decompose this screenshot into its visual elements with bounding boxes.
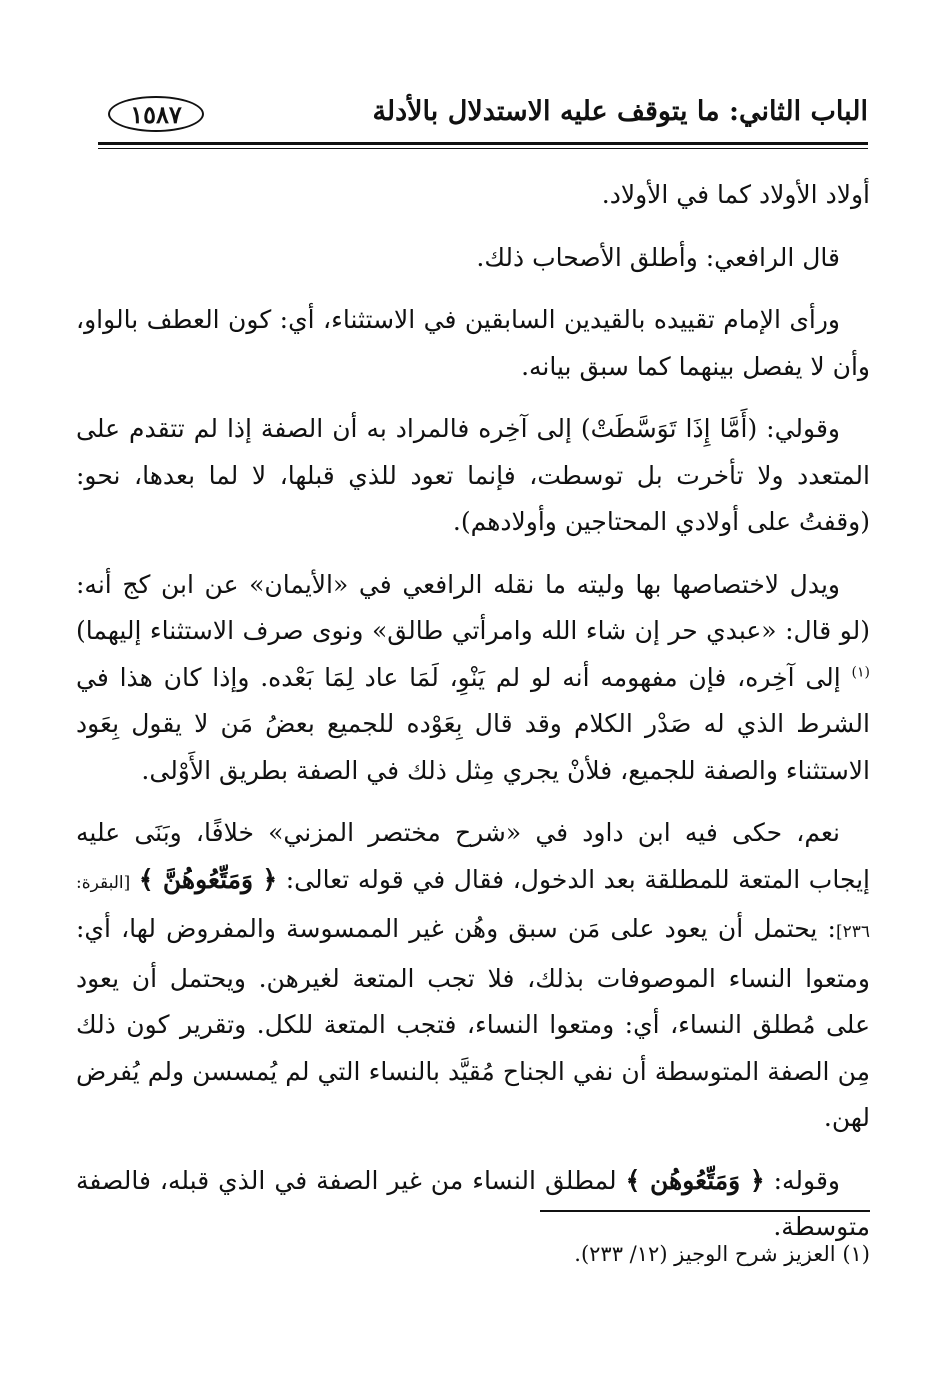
paragraph: ورأى الإمام تقييده بالقيدين السابقين في الاستثناء، أي: كون العطف بالواو، وأن لا يفصل بينهما كما سبق بيانه. [76, 305, 870, 381]
paragraph [76, 562, 870, 795]
header-rule-thick [98, 142, 868, 145]
verse-citation: [البقرة: ٢٣٦] [76, 872, 870, 942]
paragraph-text: لمطلق النساء من غير الصفة في الذي قبله، فالصفة متوسطة. [76, 1165, 870, 1241]
header-rule-thin [98, 148, 868, 149]
footnote: (١) العزيز شرح الوجيز (١٢/ ٢٣٣). [574, 1242, 870, 1266]
main-text [76, 172, 870, 1267]
footnote-marker: (١) [851, 664, 870, 681]
paragraph-text: نعم، حكى فيه ابن داود في «شرح مختصر المزني» خلافًا، وبَنَى عليه إيجاب المتعة للمطلقة بعد الدخول، فقال في قوله تعالى: [76, 818, 870, 894]
paragraph: أولاد الأولاد كما في الأولاد. [601, 180, 870, 209]
chapter-title: الباب الثاني: ما يتوقف عليه الاستدلال بالأدلة [372, 96, 868, 127]
paragraph: قال الرافعي: وأطلق الأصحاب ذلك. [476, 242, 840, 272]
quran-verse: ﴿ وَمَتِّعُوهُنَّ ﴾ [138, 864, 278, 894]
paragraph [76, 810, 870, 1142]
paragraph-text: وقوله: [773, 1165, 840, 1195]
running-header [98, 86, 868, 138]
paragraph-text: إلى آخِره، فإن مفهومه أنه لو لم يَنْوِ، لَمَا عاد لِمَا بَعْده. وإذا كان هذا في الشرط الذي له صَدْر الكلام وقد قال بِعَوْده للجميع بعضُ مَن لا يقول بِعَود الاستثناء والصفة للجميع، فلأنْ يجري مِثل ذلك في الصفة بطريق الأَوْلى. [76, 662, 870, 785]
quran-verse: ﴿ وَمَتِّعُوهُن ﴾ [625, 1165, 765, 1195]
paragraph: وقولي: (أَمَّا إِذَا تَوَسَّطَتْ) إلى آخِره فالمراد به أن الصفة إذا لم تتقدم على المتعدد ولا تأخرت بل توسطت، فإنما تعود للذي قبلها، لا لما بعدها، نحو: (وقفتُ على أولادي المحتاجين وأولادهم). [76, 414, 870, 536]
footnote-separator [540, 1210, 870, 1212]
page-number: ١٥٨٧ [108, 96, 204, 132]
paragraph-text: ويدل لاختصاصها بها وليته ما نقله الرافعي في «الأيمان» عن ابن كج أنه: (لو قال: «عبدي حر إن شاء الله وامرأتي طالق» ونوى صرف الاستثناء إليهما) [76, 569, 870, 645]
paragraph [76, 1158, 870, 1251]
paragraph-text: : يحتمل أن يعود على مَن سبق وهُن غير الممسوسة والمفروض لها، أي: ومتعوا النساء الموصوفات بذلك، فلا تجب المتعة لغيرهن. ويحتمل أن يعود على مُطلق النساء، أي: ومتعوا النساء، فتجب المتعة للكل. وتقرير كون ذلك مِن الصفة المتوسطة أن نفي الجناح مُقيَّد بالنساء التي لم يُمسسن ولم يُفرض لهن. [76, 914, 870, 1132]
